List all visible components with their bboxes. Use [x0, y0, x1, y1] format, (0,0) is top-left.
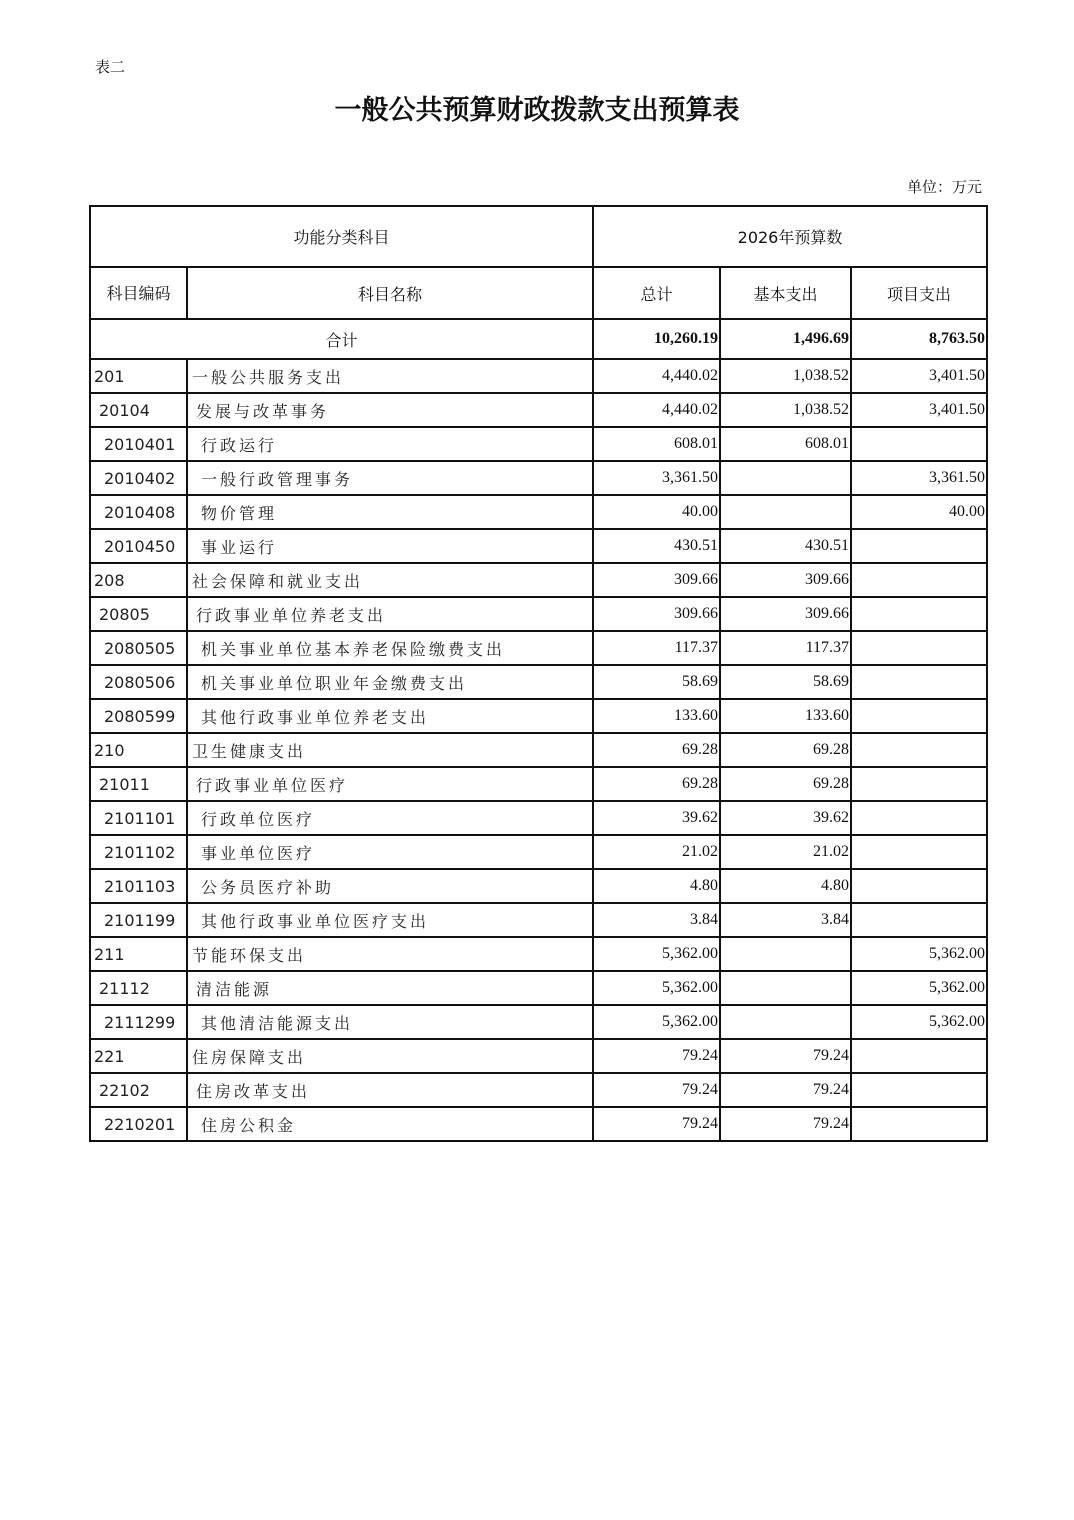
row-project	[851, 733, 987, 767]
row-name: 机关事业单位职业年金缴费支出	[187, 665, 593, 699]
row-project: 5,362.00	[851, 937, 987, 971]
row-project	[851, 767, 987, 801]
row-project	[851, 1107, 987, 1141]
table-row	[90, 903, 987, 937]
table-row	[90, 767, 987, 801]
row-project: 5,362.00	[851, 1005, 987, 1039]
row-basic: 69.28	[720, 733, 851, 767]
table-row	[90, 1005, 987, 1039]
table-row	[90, 529, 987, 563]
row-code: 210	[90, 733, 187, 767]
row-code: 2010401	[90, 427, 187, 461]
row-basic: 79.24	[720, 1107, 851, 1141]
unit-label: 单位：万元	[906, 178, 982, 196]
row-total: 79.24	[593, 1039, 720, 1073]
row-total: 21.02	[593, 835, 720, 869]
row-project: 3,401.50	[851, 359, 987, 393]
row-basic: 58.69	[720, 665, 851, 699]
row-basic: 4.80	[720, 869, 851, 903]
row-code: 2080505	[90, 631, 187, 665]
row-total: 69.28	[593, 767, 720, 801]
row-name: 物价管理	[187, 495, 593, 529]
row-project: 5,362.00	[851, 971, 987, 1005]
header-name: 科目名称	[187, 267, 593, 319]
table-row	[90, 1107, 987, 1141]
row-total: 309.66	[593, 563, 720, 597]
row-code: 21011	[90, 767, 187, 801]
header-code: 科目编码	[90, 267, 187, 319]
row-total: 4,440.02	[593, 393, 720, 427]
row-basic	[720, 1005, 851, 1039]
summary-row	[90, 319, 987, 359]
table-row	[90, 801, 987, 835]
row-code: 2080599	[90, 699, 187, 733]
row-total: 5,362.00	[593, 1005, 720, 1039]
row-total: 3,361.50	[593, 461, 720, 495]
row-code: 2101102	[90, 835, 187, 869]
row-project	[851, 1073, 987, 1107]
table-row	[90, 495, 987, 529]
row-project	[851, 801, 987, 835]
table-row	[90, 597, 987, 631]
table-row	[90, 393, 987, 427]
row-name: 住房改革支出	[187, 1073, 593, 1107]
row-code: 201	[90, 359, 187, 393]
row-total: 40.00	[593, 495, 720, 529]
table-row	[90, 1073, 987, 1107]
row-name: 一般行政管理事务	[187, 461, 593, 495]
row-total: 608.01	[593, 427, 720, 461]
row-project	[851, 835, 987, 869]
row-basic: 608.01	[720, 427, 851, 461]
summary-total: 10,260.19	[593, 319, 720, 359]
row-code: 22102	[90, 1073, 187, 1107]
budget-table	[89, 205, 988, 1142]
row-basic: 430.51	[720, 529, 851, 563]
row-name: 节能环保支出	[187, 937, 593, 971]
row-project	[851, 427, 987, 461]
row-project	[851, 563, 987, 597]
row-name: 清洁能源	[187, 971, 593, 1005]
table-row	[90, 733, 987, 767]
row-basic	[720, 461, 851, 495]
table-row	[90, 835, 987, 869]
row-name: 社会保障和就业支出	[187, 563, 593, 597]
header-basic: 基本支出	[720, 267, 851, 319]
table-row	[90, 427, 987, 461]
row-name: 其他行政事业单位医疗支出	[187, 903, 593, 937]
row-total: 79.24	[593, 1107, 720, 1141]
row-code: 211	[90, 937, 187, 971]
row-basic: 309.66	[720, 563, 851, 597]
row-name: 事业单位医疗	[187, 835, 593, 869]
row-basic	[720, 495, 851, 529]
table-label: 表二	[95, 58, 126, 76]
table-row	[90, 665, 987, 699]
table-row	[90, 937, 987, 971]
row-total: 39.62	[593, 801, 720, 835]
row-project	[851, 903, 987, 937]
header-row-sub	[90, 267, 987, 319]
row-code: 2010450	[90, 529, 187, 563]
row-basic: 79.24	[720, 1039, 851, 1073]
row-code: 208	[90, 563, 187, 597]
row-name: 行政单位医疗	[187, 801, 593, 835]
row-code: 2080506	[90, 665, 187, 699]
summary-basic: 1,496.69	[720, 319, 851, 359]
table-row	[90, 1039, 987, 1073]
row-project	[851, 699, 987, 733]
row-code: 2101101	[90, 801, 187, 835]
row-total: 430.51	[593, 529, 720, 563]
row-name: 一般公共服务支出	[187, 359, 593, 393]
row-total: 4.80	[593, 869, 720, 903]
row-project	[851, 869, 987, 903]
header-func-class: 功能分类科目	[90, 206, 593, 267]
row-total: 4,440.02	[593, 359, 720, 393]
summary-label: 合计	[90, 319, 593, 359]
row-basic: 133.60	[720, 699, 851, 733]
row-name: 其他清洁能源支出	[187, 1005, 593, 1039]
header-row-top	[90, 206, 987, 267]
row-basic: 1,038.52	[720, 393, 851, 427]
row-name: 机关事业单位基本养老保险缴费支出	[187, 631, 593, 665]
row-basic	[720, 937, 851, 971]
table-row	[90, 699, 987, 733]
row-code: 20805	[90, 597, 187, 631]
row-code: 21112	[90, 971, 187, 1005]
table-row	[90, 563, 987, 597]
row-name: 行政事业单位医疗	[187, 767, 593, 801]
table-row	[90, 359, 987, 393]
header-total: 总计	[593, 267, 720, 319]
row-project	[851, 529, 987, 563]
row-project	[851, 631, 987, 665]
row-total: 5,362.00	[593, 971, 720, 1005]
row-basic: 309.66	[720, 597, 851, 631]
row-total: 69.28	[593, 733, 720, 767]
row-basic: 3.84	[720, 903, 851, 937]
row-project	[851, 597, 987, 631]
row-code: 2101199	[90, 903, 187, 937]
row-project: 3,401.50	[851, 393, 987, 427]
row-code: 2101103	[90, 869, 187, 903]
row-project: 40.00	[851, 495, 987, 529]
row-basic: 117.37	[720, 631, 851, 665]
row-code: 2010408	[90, 495, 187, 529]
row-code: 221	[90, 1039, 187, 1073]
summary-project: 8,763.50	[851, 319, 987, 359]
table-row	[90, 869, 987, 903]
row-basic: 1,038.52	[720, 359, 851, 393]
row-basic	[720, 971, 851, 1005]
row-name: 公务员医疗补助	[187, 869, 593, 903]
row-basic: 79.24	[720, 1073, 851, 1107]
row-total: 5,362.00	[593, 937, 720, 971]
row-total: 117.37	[593, 631, 720, 665]
row-name: 住房公积金	[187, 1107, 593, 1141]
row-total: 3.84	[593, 903, 720, 937]
page-title: 一般公共预算财政拨款支出预算表	[334, 95, 740, 126]
row-basic: 69.28	[720, 767, 851, 801]
row-name: 事业运行	[187, 529, 593, 563]
row-name: 住房保障支出	[187, 1039, 593, 1073]
row-total: 58.69	[593, 665, 720, 699]
table-row	[90, 631, 987, 665]
row-name: 行政事业单位养老支出	[187, 597, 593, 631]
row-total: 133.60	[593, 699, 720, 733]
row-basic: 39.62	[720, 801, 851, 835]
row-code: 2210201	[90, 1107, 187, 1141]
row-code: 2010402	[90, 461, 187, 495]
row-code: 2111299	[90, 1005, 187, 1039]
row-basic: 21.02	[720, 835, 851, 869]
row-code: 20104	[90, 393, 187, 427]
table-row	[90, 461, 987, 495]
header-budget-year: 2026年预算数	[593, 206, 987, 267]
header-project: 项目支出	[851, 267, 987, 319]
row-name: 发展与改革事务	[187, 393, 593, 427]
row-name: 卫生健康支出	[187, 733, 593, 767]
row-project	[851, 1039, 987, 1073]
row-total: 79.24	[593, 1073, 720, 1107]
row-name: 其他行政事业单位养老支出	[187, 699, 593, 733]
row-project: 3,361.50	[851, 461, 987, 495]
row-project	[851, 665, 987, 699]
row-total: 309.66	[593, 597, 720, 631]
table-row	[90, 971, 987, 1005]
row-name: 行政运行	[187, 427, 593, 461]
